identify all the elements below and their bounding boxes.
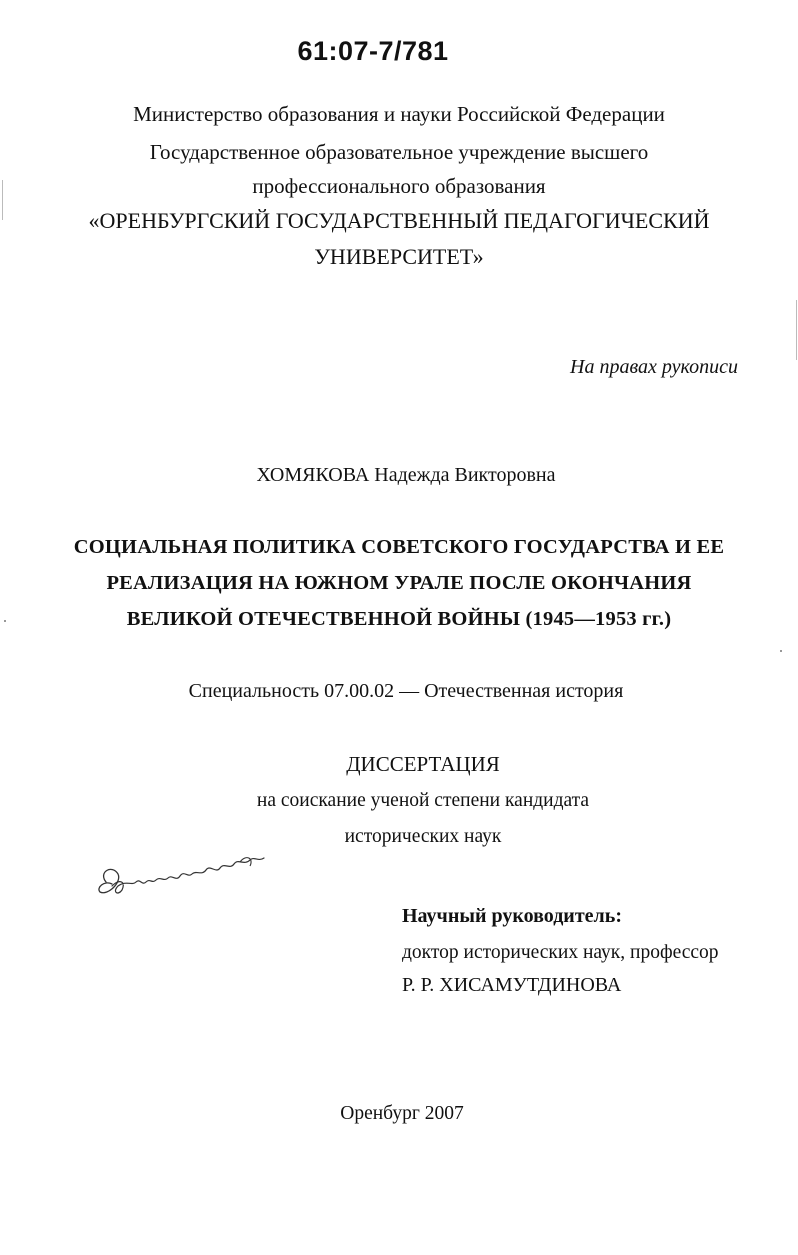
work-type: ДИССЕРТАЦИЯ — [346, 752, 500, 776]
dissertation-title-line-1: СОЦИАЛЬНАЯ ПОЛИТИКА СОВЕТСКОГО ГОСУДАРСТВА И ЕЕ — [73, 536, 725, 558]
dissertation-title-line-3: ВЕЛИКОЙ ОТЕЧЕСТВЕННОЙ ВОЙНЫ (1945—1953 гг.) — [126, 608, 672, 630]
archive-code: 61:07-7/781 — [297, 36, 449, 66]
institution-line-2: профессионального образования — [252, 174, 546, 198]
ministry-line: Министерство образования и науки Российской Федерации — [133, 102, 665, 126]
degree-line-1: на соискание ученой степени кандидата — [256, 790, 590, 811]
scan-speck — [4, 620, 6, 622]
supervisor-label: Научный руководитель: — [402, 905, 622, 927]
supervisor-rank: доктор исторических наук, профессор — [402, 942, 719, 963]
university-name-line-2: УНИВЕРСИТЕТ» — [314, 244, 484, 269]
university-name-line-1: «ОРЕНБУРГСКИЙ ГОСУДАРСТВЕННЫЙ ПЕДАГОГИЧЕСКИЙ — [88, 208, 710, 233]
dissertation-title-line-2: РЕАЛИЗАЦИЯ НА ЮЖНОМ УРАЛЕ ПОСЛЕ ОКОНЧАНИЯ — [106, 572, 692, 594]
manuscript-note: На правах рукописи — [570, 356, 738, 378]
handwritten-signature — [92, 852, 282, 912]
scan-edge-mark — [796, 300, 797, 360]
supervisor-name: Р. Р. ХИСАМУТДИНОВА — [402, 974, 622, 996]
author-name: ХОМЯКОВА Надежда Викторовна — [256, 464, 556, 486]
city-year: Оренбург 2007 — [340, 1103, 464, 1124]
institution-line-1: Государственное образовательное учреждение высшего — [149, 140, 649, 164]
specialty-line: Специальность 07.00.02 — Отечественная история — [188, 680, 624, 702]
degree-line-2: исторических наук — [344, 826, 502, 847]
scan-edge-mark — [2, 180, 3, 220]
scan-speck — [780, 650, 782, 652]
